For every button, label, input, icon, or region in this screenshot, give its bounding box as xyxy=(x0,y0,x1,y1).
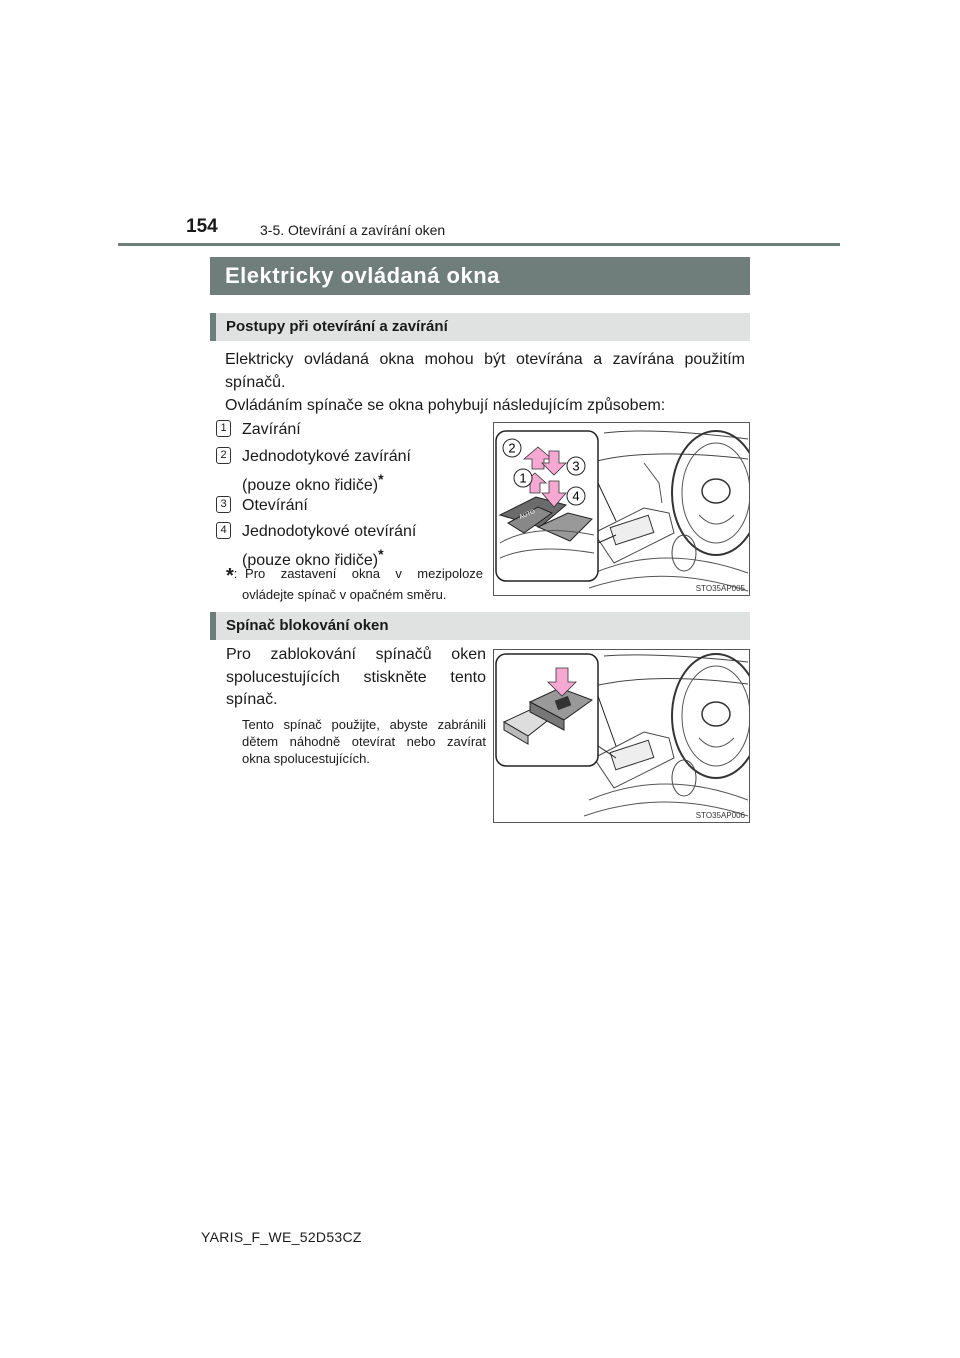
callout-2: 2 xyxy=(508,440,516,456)
switch-label: AUTO xyxy=(518,509,537,521)
figure-code: STO35AP006 xyxy=(695,811,745,820)
header-rule xyxy=(118,243,840,246)
lock-switch-illustration xyxy=(494,650,749,822)
footnote xyxy=(226,565,486,585)
footnote-colon: : xyxy=(233,566,238,581)
callout-1: 1 xyxy=(519,470,527,486)
footnote-line-2: ovládejte spínač v opačném směru. xyxy=(242,587,447,602)
item-number-box: 3 xyxy=(216,496,231,513)
figure-lock-switch xyxy=(493,649,750,823)
callout-4: 4 xyxy=(572,488,580,504)
intro-paragraph-2: Ovládáním spínače se okna pohybují následujícím způsobem: xyxy=(225,397,666,414)
subheading-operation: Postupy při otevírání a zavírání xyxy=(210,313,750,341)
page-number: 154 xyxy=(186,216,218,237)
item-number-box: 1 xyxy=(216,420,231,437)
item-text: Jednodotykové otevírání xyxy=(242,523,417,540)
callout-3: 3 xyxy=(572,458,580,474)
main-heading: Elektricky ovládaná okna xyxy=(210,257,750,295)
lock-note: Tento spínač použijte, abyste zabránili dětem náhodně otevírat nebo zavírat okna spolucestujících. xyxy=(242,717,486,766)
subheading-window-lock: Spínač blokování oken xyxy=(210,612,750,640)
item-text: Otevírání xyxy=(242,497,308,514)
section-title: 3-5. Otevírání a zavírání oken xyxy=(260,222,446,238)
window-switch-illustration xyxy=(494,423,749,595)
footnote-line-1: Pro zastavení okna v mezipoloze xyxy=(245,566,484,581)
asterisk-mark: * xyxy=(378,546,384,562)
intro-paragraph: Elektricky ovládaná okna mohou být otevírána a zavírána použitím spínačů. xyxy=(225,351,745,391)
item-text: (pouze okno řidiče) xyxy=(242,552,379,569)
item-number-box: 2 xyxy=(216,447,231,464)
figure-code: STO35AP005 xyxy=(695,584,745,593)
figure-window-switch xyxy=(493,422,750,596)
footer-code: YARIS_F_WE_52D53CZ xyxy=(201,1229,362,1245)
item-text: Zavírání xyxy=(242,421,301,438)
item-number-box: 4 xyxy=(216,522,231,539)
asterisk-mark: * xyxy=(378,471,384,487)
asterisk-mark: * xyxy=(226,565,234,587)
item-text: Jednodotykové zavírání xyxy=(242,448,411,465)
lock-paragraph: Pro zablokování spínačů oken spolucestujících stiskněte tento spínač. xyxy=(226,646,486,708)
list-item-continuation xyxy=(242,468,384,497)
item-text: (pouze okno řidiče) xyxy=(242,477,379,494)
